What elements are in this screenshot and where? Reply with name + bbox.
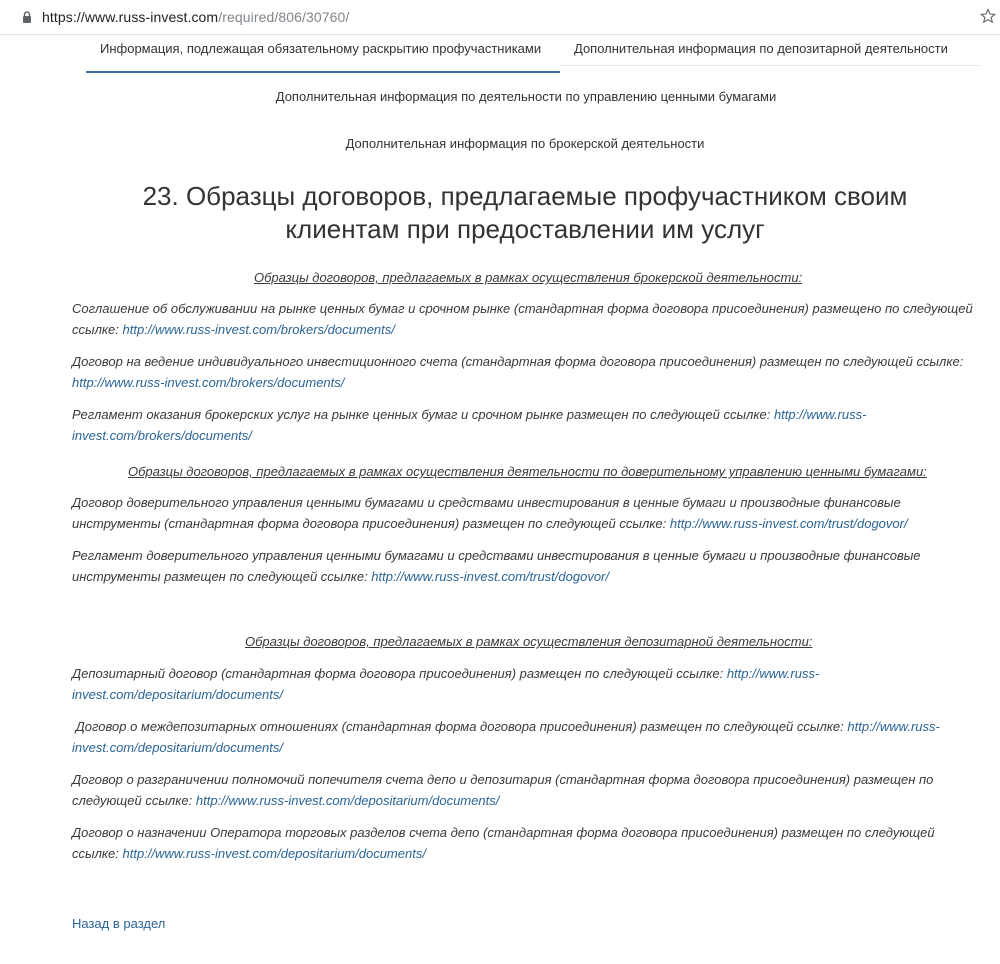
active-tab-indicator [86,71,560,73]
bookmark-star-icon[interactable] [980,8,996,24]
lock-icon [22,11,32,23]
document-link[interactable]: http://www.russ-invest.com/trust/dogovor/ [371,568,609,584]
item-text: Договор на ведение индивидуального инвестиционного счета (стандартная форма договора присоединения) размещен по следующей ссылке: [72,354,964,369]
subnav-item-brokerage [25,136,1000,151]
tab-depository-info[interactable]: Дополнительная информация по депозитарной деятельности [574,41,948,56]
document-link[interactable]: http://www.russ-invest.com/brokers/documents/ [72,374,345,390]
document-link[interactable]: http://www.russ-invest.com/trust/dogovor/ [669,515,908,531]
document-link[interactable]: http://www.russ-invest.com/brokers/documents/ [122,321,395,337]
item-text: Соглашение об обслуживании на рынке ценных бумаг и срочном рынке (стандартная форма договора присоединения) размещено по следующей ссылке: [72,301,973,337]
section-heading-brokerage: Образцы договоров, предлагаемых в рамках осуществления брокерской деятельности: [254,270,803,285]
list-item [72,405,977,446]
item-text: Договор о разграничении полномочий попечителя счета депо и депозитария (стандартная форма договора присоединения) размещен по следующей ссылке: [72,772,934,808]
url-host: https://www.russ-invest.com [42,9,219,25]
back-to-section-link[interactable]: Назад в раздел [72,916,166,931]
document-link[interactable]: http://www.russ-invest.com/brokers/documents/ [72,407,867,443]
item-text: Регламент оказания брокерских услуг на рынке ценных бумаг и срочном рынке размещен по следующей ссылке: [72,407,774,422]
subnav-link-asset-management[interactable]: Дополнительная информация по деятельности по управлению ценными бумагами [275,89,777,104]
item-text: Регламент доверительного управления ценными бумагами и средствами инвестирования в ценные бумаги и производные финансовые инструменты размещен по следующей ссылке: [72,548,921,584]
address-bar[interactable] [0,0,1000,35]
tab-divider [560,65,980,66]
tab-mandatory-disclosure[interactable]: Информация, подлежащая обязательному раскрытию профучастниками [100,41,542,56]
section-heading-depository: Образцы договоров, предлагаемых в рамках осуществления депозитарной деятельности: [245,634,813,649]
subnav-link-brokerage[interactable]: Дополнительная информация по брокерской деятельности [345,136,705,151]
list-item [72,823,977,864]
list-item [72,717,977,758]
section-heading-trust-management: Образцы договоров, предлагаемых в рамках осуществления деятельности по доверительному управлению ценными бумагами: [128,464,927,479]
subnav-item-asset-management [26,89,1000,104]
document-link[interactable]: http://www.russ-invest.com/depositarium/documents/ [72,719,940,755]
item-text: Договор о междепозитарных отношениях (стандартная форма договора присоединения) размещен по следующей ссылке: [72,719,848,734]
page-title: 23. Образцы договоров, предлагаемые профучастником своим клиентам при предоставлении им услуг [142,181,908,244]
document-link[interactable]: http://www.russ-invest.com/depositarium/documents/ [195,792,500,808]
list-item [72,493,977,534]
item-text: Договор о назначении Оператора торговых разделов счета депо (стандартная форма договора присоединения) размещен по следующей ссылке: [72,825,935,861]
item-text: Депозитарный договор (стандартная форма договора присоединения) размещен по следующей ссылке: [72,666,727,681]
document-link[interactable]: http://www.russ-invest.com/depositarium/documents/ [72,666,820,702]
document-link[interactable]: http://www.russ-invest.com/depositarium/documents/ [122,845,426,861]
url-text[interactable] [42,9,349,25]
item-text: Договор доверительного управления ценными бумагами и средствами инвестирования в ценные бумаги и производные финансовые инструменты (стандартная форма договора присоединения) размещен по следующей ссылке: [72,495,901,531]
list-item [72,299,977,340]
tab-bar [0,34,1000,74]
list-item [72,546,977,587]
url-path: /required/806/30760/ [218,9,350,25]
list-item [72,664,977,705]
list-item [72,352,977,393]
list-item [72,770,977,811]
